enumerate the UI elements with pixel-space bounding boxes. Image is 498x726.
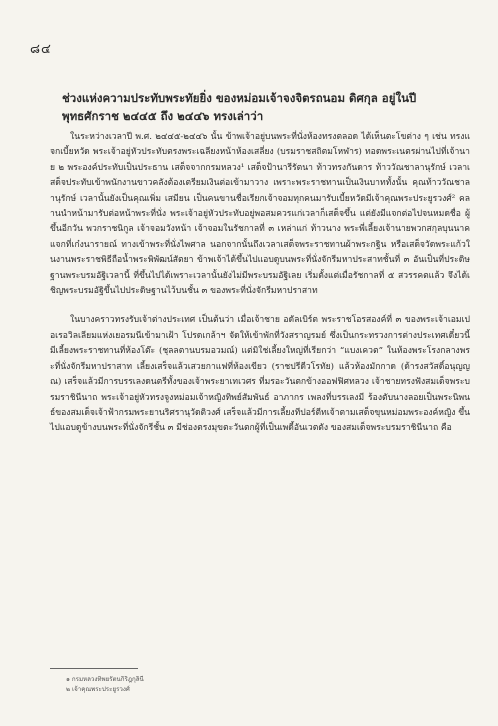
footnote-divider: [50, 668, 138, 669]
footnotes: [66, 675, 326, 695]
body-text: [50, 130, 470, 451]
paragraph: ในระหว่างเวลาปี พ.ศ. ๒๔๔๕-๒๔๔๖ นั้น ข้าพเจ้าอยู่บนพระที่นั่งห้องทรงตลอด ได้เห็นตะโขต่าง ๆ เช่น ทรงแจกเบี้ยหวัด พระเจ้าอยู่หัวประทับตรงพระเฉลียงหน้าห้องเสลี่ยง (บรมราชสถิตมโหฬาร) ทอดพระเนตรผ่านไปที่เจ้านาย ๒ พระองค์ประทับเป็นประธาน เสด็จจากกรมหลวง¹ เสด็จป้านารีรัตนา ท้าวทรงกันดาร ท้าววัณชาลานุรักษ์ เวลาเสด็จประทับเข้าพนักงานขาวคลังต้องเตรียมเงินต่อเข้ามาวาง เพราะพระราชทานเป็นเงินบาททั้งนั้น คุณท้าววัณชาลานุรักษ์ เวลานั้นยังเป็นคุณเพิ่ม เสมียน เป็นคนขานชื่อเรียกเจ้าจอมทุกคนมารับเบี้ยหวัดมีเจ้าคุณพระประยูรวงศ์² คลานนำหน้ามารับต่อหน้าพระที่นั่ง พระเจ้าอยู่หัวประทับอยู่พอสมควรแก่เวลาก็เสด็จขึ้น แต่ยังมีแจกต่อไปจนหมดชื่อ ผู้ขึ้นอีกวัน พวกราชนิกูล เจ้าจอมวังหน้า เจ้าจอมในรัชกาลที่ ๓ เหล่าแก่ ท้าวนาง พระพี่เลี้ยงเจ้านายพวกสกุลบุนนาคแจกที่เก๋งนารายณ์ ทางเข้าพระที่นั่งไพศาล นอกจากนั้นถึงเวลาเสด็จพระราชทานผ้าพระกฐิน หรือเสด็จวัดพระแก้วในงานพระราชพิธีถือน้ำพระพิพัฒน์สัตยา ข้าพเจ้าได้ขึ้นไปแอบดูบนพระที่นั่งจักรีมหาประสาทชั้นที่ ๓ อันเป็นที่ประดิษฐานพระบรมอัฐิเวลานี้ ที่ขึ้นไปได้เพราะเวลานั้นยังไม่มีพระบรมอัฐิเลย เริ่มตั้งแต่เมื่อรัชกาลที่ ๕ สวรรคตแล้ว จึงได้เชิญพระบรมอัฐิขึ้นไปประดิษฐานไว้บนชั้น ๓ ของพระที่นั่งจักรีมหาปราสาท: [50, 132, 470, 297]
footnote: ๒ เจ้าคุณพระประยูรวงศ์: [66, 686, 130, 693]
paragraph: ในบางคราวทรงรับเจ้าต่างประเทศ เป็นต้นว่า เมื่อเจ้าชาย อดัลเบิร์ต พระราชโอรสองค์ที่ ๓ ของพระเจ้าเอมเปอเรอวิลเลียมแห่งเยอรมนีเข้ามาเฝ้า โปรดเกล้าฯ จัดให้เข้าพักที่วังสราญรมย์ ซึ่งเป็นกระทรวงการต่างประเทศเดี๋ยวนี้ มีเลี้ยงพระราชทานที่ห้องโต๊ะ (ชุลลตานบรมอวมณ์) แต่มิใช่เลี้ยงใหญ่ที่เรียกว่า “แบงเควต” ในห้องพระโรงกลางพระที่นั่งจักรีมหาปราสาท เลี้ยงเสร็จแล้วเสวยกาแฟที่ห้องเขียว (ราชปรีดีวโรทัย) แล้วห้องมักกาด (ด้ารงสวัสดิ์อนุญญณ) เสร็จแล้วมีการบรรเลงดนตรีทั้งของเจ้าพระยาเทเวศร ที่มรอะวันตกข้างออฟฟิศทลวง เจ้าชายทรงฟังสมเด็จพระบรมราชินีนาถ พระเจ้าอยู่หัวทรงจูงหม่อมเจ้าหญิงทิพย์สัมพันธ์ อาภากร เพลงที่บรรเลงมี ร้องตับนางลอยเป็นพระนิพนธ์ของสมเด็จเจ้าฟ้ากรมพระยานริศรานุวัดติวงศ์ เสร็จแล้วมีการเลี้ยงทีปอร์ตีทเจ้าตามเสด็จขุนหม่อมพระองค์หญิง ขึ้นไปแอบดูข้างบนพระที่นั่งจักรีชั้น ๓ มีช่องตรงมุขตะวันตกผู้ที่เป็นเพดี้อันเวตตัง ของสมเด็จพระบรมราชินีนาถ คือ: [50, 315, 470, 434]
page-number: ๘๔: [30, 42, 52, 57]
footnote: ๑ กรมหลวงทิพยรัตนกิริฎกุลินี: [66, 676, 144, 683]
section-title: ช่วงแห่งความประทับพระทัยยิ่ง ของหม่อมเจ้าจงจิตรถนอม ดิศกุล อยู่ในปี พุทธศักราช ๒๔๔๕ ถึง ๒๔๔๖ ทรงเล่าว่า: [62, 91, 417, 123]
